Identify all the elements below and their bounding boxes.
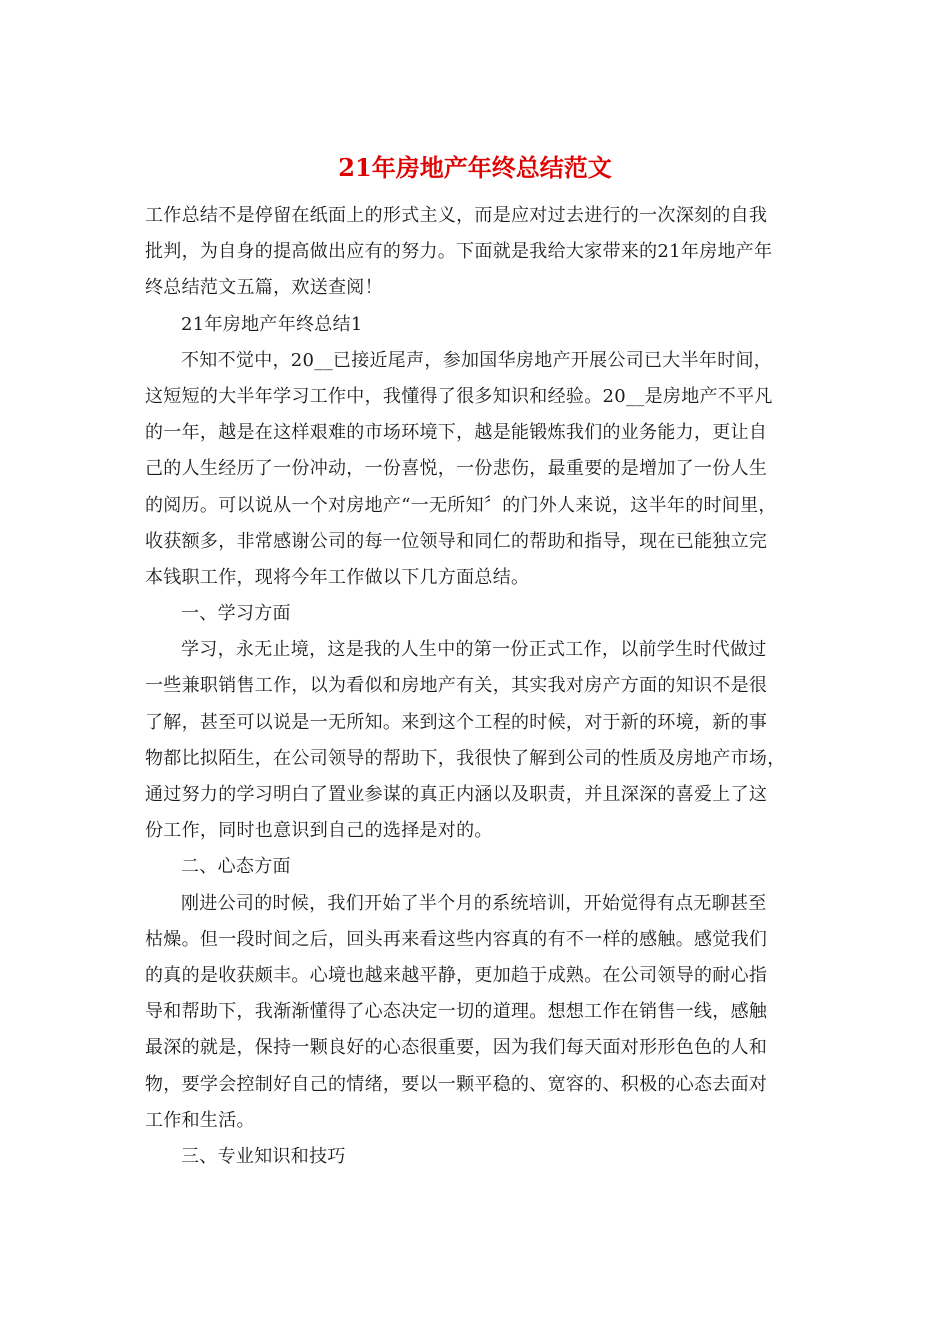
text-line: 通过努力的学习明白了置业参谋的真正内涵以及职责，并且深深的喜爱上了这 — [145, 784, 768, 805]
text-line: 21年房地产年终总结1 — [181, 313, 363, 335]
text-line: 份工作，同时也意识到自己的选择是对的。 — [145, 820, 493, 842]
text-line: 收获额多，非常感谢公司的每一位领导和同仁的帮助和指导，现在已能独立完 — [145, 530, 768, 552]
text-line: 终总结范文五篇，欢送查阅！ — [145, 277, 383, 299]
text-line: 一、学习方面 — [181, 603, 291, 625]
text-line: 这短短的大半年学习工作中，我懂得了很多知识和经验。20__是房地产不平凡 — [145, 385, 773, 407]
text-line: 一些兼职销售工作，以为看似和房地产有关，其实我对房产方面的知识不是很 — [145, 675, 768, 697]
text-line: 的真的是收获颇丰。心境也越来越平静，更加趋于成熟。在公司领导的耐心指 — [145, 964, 768, 986]
text-line: 学习，永无止境，这是我的人生中的第一份正式工作，以前学生时代做过 — [181, 639, 767, 661]
text-line: 最深的就是，保持一颗良好的心态很重要，因为我们每天面对形形色色的人和 — [145, 1037, 768, 1059]
text-line: 物都比拟陌生，在公司领导的帮助下，我很快了解到公司的性质及房地产市场， — [145, 747, 786, 769]
text-line: 刚进公司的时候，我们开始了半个月的系统培训，开始觉得有点无聊甚至 — [181, 892, 767, 914]
text-line: 物，要学会控制好自己的情绪，要以一颗平稳的、宽容的、积极的心态去面对 — [145, 1073, 768, 1095]
text-line: 批判，为自身的提高做出应有的努力。下面就是我给大家带来的21年房地产年 — [145, 241, 773, 263]
text-line: 己的人生经历了一份冲动，一份喜悦，一份悲伤，最重要的是增加了一份人生 — [145, 458, 768, 480]
text-line: 枯燥。但一段时间之后，回头再来看这些内容真的有不一样的感触。感觉我们 — [145, 928, 768, 950]
text-line: 本钱职工作，现将今年工作做以下几方面总结。 — [145, 566, 530, 588]
text-line: 工作和生活。 — [145, 1109, 255, 1131]
text-line: 二、心态方面 — [181, 856, 291, 878]
document-body — [145, 198, 807, 1175]
text-line: 导和帮助下，我渐渐懂得了心态决定一切的道理。想想工作在销售一线，感触 — [145, 1001, 768, 1023]
text-line: 三、专业知识和技巧 — [181, 1145, 346, 1167]
text-line: 工作总结不是停留在纸面上的形式主义，而是应对过去进行的一次深刻的自我 — [145, 205, 768, 226]
text-line: 不知不觉中，20__已接近尾声，参加国华房地产开展公司已大半年时间， — [181, 349, 773, 371]
text-line: 的阅历。可以说从一个对房地产“一无所知〞的门外人来说，这半年的时间里， — [145, 494, 777, 516]
text-line: 了解，甚至可以说是一无所知。来到这个工程的时候，对于新的环境，新的事 — [145, 711, 768, 733]
text-line: 的一年，越是在这样艰难的市场环境下，越是能锻炼我们的业务能力，更让自 — [145, 422, 768, 444]
page-title: 21年房地产年终总结范文 — [338, 153, 612, 182]
